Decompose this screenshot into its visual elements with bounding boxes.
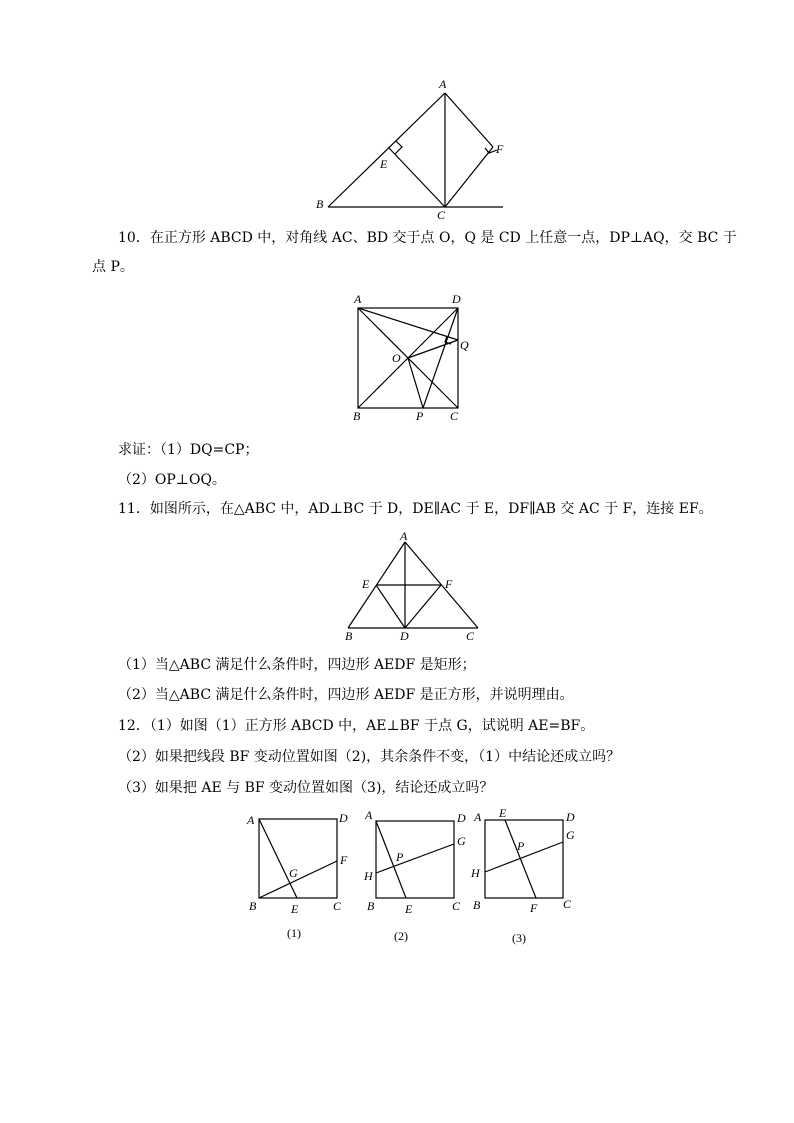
square-fig2 (376, 821, 454, 898)
fig3-label-a: A (474, 810, 482, 824)
fig3-label-g: G (566, 828, 575, 842)
label-f: F (496, 142, 504, 156)
label-b: B (316, 197, 324, 211)
q10-proof-1: 求证：（1）DQ=CP； (118, 442, 259, 458)
label-c: C (437, 208, 446, 222)
label-d: D (400, 629, 409, 643)
square-fig1 (259, 819, 337, 898)
label-e: E (380, 157, 388, 171)
q11-sub-2: （2）当△ABC 满足什么条件时，四边形 AEDF 是正方形，并说明理由。 (118, 687, 574, 703)
fig1-label-e: E (291, 902, 299, 916)
fig3-label-d: D (566, 810, 575, 824)
fig2-label-d: D (457, 811, 466, 825)
label-d: D (452, 292, 461, 306)
square-fig3 (485, 820, 563, 898)
q11-sub-1: （1）当△ABC 满足什么条件时，四边形 AEDF 是矩形； (118, 657, 476, 673)
segment-ae-fig1 (259, 819, 297, 898)
fig3-label-b: B (473, 898, 481, 912)
label-a: A (354, 292, 362, 306)
fig1-caption: (1) (287, 926, 301, 940)
label-b: B (345, 629, 353, 643)
q12-text-2: （2）如果把线段 BF 变动位置如图（2)，其余条件不变，（1）中结论还成立吗？ (118, 749, 621, 765)
q10-text-line2: 点 P。 (92, 259, 134, 275)
fig3-label-c: C (563, 897, 572, 911)
label-c: C (450, 409, 459, 423)
fig1-label-d: D (339, 811, 348, 825)
fig2-label-e: E (405, 902, 413, 916)
fig2-label-a: A (365, 808, 373, 822)
label-b: B (353, 409, 361, 423)
q10-text-line1: 10．在正方形 ABCD 中，对角线 AC、BD 交于点 O，Q 是 CD 上任意一点，DP⊥AQ，交 BC 于 (118, 230, 737, 246)
label-a: A (400, 529, 408, 543)
fig1-label-a: A (247, 813, 255, 827)
fig2-label-p: P (396, 850, 404, 864)
fig1-label-g: G (289, 866, 298, 880)
label-q: Q (460, 338, 469, 352)
label-f: F (445, 577, 453, 591)
label-a: A (439, 77, 447, 91)
fig3-label-p: P (517, 839, 525, 853)
fig2-label-g: G (457, 834, 466, 848)
label-o: O (392, 351, 401, 365)
fig3-label-h: H (471, 866, 480, 880)
fig1-label-c: C (333, 899, 342, 913)
fig2-label-h: H (364, 869, 373, 883)
fig3-label-e: E (499, 806, 507, 820)
fig1-label-f: F (340, 853, 348, 867)
q12-text-3: （3）如果把 AE 与 BF 变动位置如图（3)，结论还成立吗？ (118, 780, 494, 796)
fig2-caption: (2) (394, 929, 408, 943)
fig3-caption: (3) (512, 931, 526, 945)
label-p: P (416, 409, 424, 423)
label-c: C (466, 629, 475, 643)
fig1-label-b: B (249, 899, 257, 913)
segment-ef-fig3 (505, 820, 536, 898)
q12-text-1: 12．（1）如图（1）正方形 ABCD 中，AE⊥BF 于点 G，试说明 AE=BF。 (118, 718, 595, 734)
label-e: E (362, 577, 370, 591)
q11-text: 11．如图所示，在△ABC 中，AD⊥BC 于 D，DE∥AC 于 E，DF∥AB 交 AC 于 F，连接 EF。 (118, 501, 713, 517)
segment-hg-fig2 (376, 844, 454, 873)
segment-bf-fig1 (259, 861, 337, 898)
fig3-label-f: F (530, 901, 538, 915)
fig2-label-b: B (367, 899, 375, 913)
q10-proof-2: （2）OP⊥OQ。 (118, 472, 226, 488)
fig2-label-c: C (452, 899, 461, 913)
